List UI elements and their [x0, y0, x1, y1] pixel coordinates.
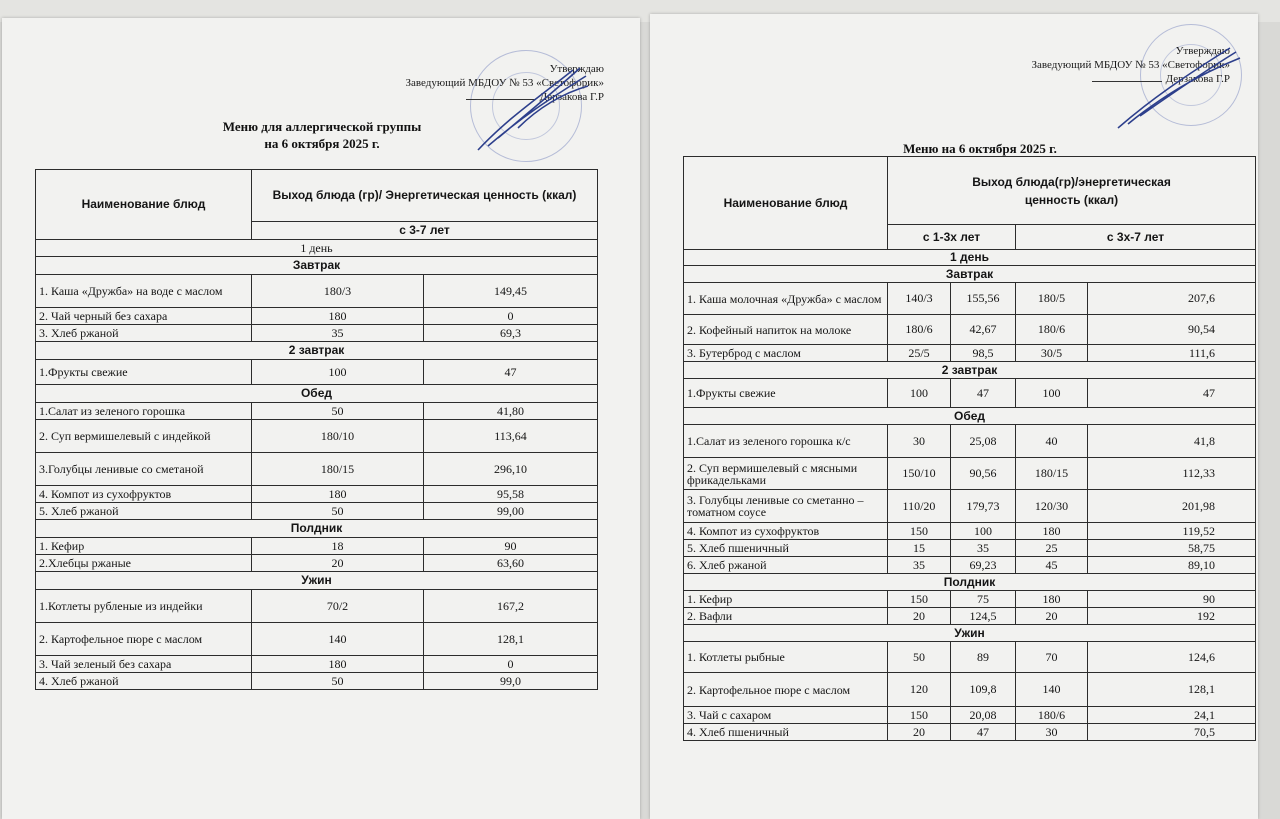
dish-name: 4. Компот из сухофруктов — [684, 523, 888, 540]
dish-kcal: 95,58 — [424, 486, 598, 503]
dish-kcal: 0 — [424, 656, 598, 673]
dish-name: 3. Чай зеленый без сахара — [36, 656, 252, 673]
dish-portion: 50 — [252, 403, 424, 420]
kcal-3-7: 89,10 — [1088, 557, 1256, 574]
table-row — [36, 503, 598, 520]
kcal-3-7: 58,75 — [1088, 540, 1256, 557]
portion-1-3: 20 — [888, 724, 951, 741]
dish-kcal: 90 — [424, 538, 598, 555]
dish-name: 2. Суп вермишелевый с мясными фрикадельками — [684, 458, 888, 490]
kcal-1-3: 35 — [951, 540, 1016, 557]
dish-name: 5. Хлеб ржаной — [36, 503, 252, 520]
portion-3-7: 180/6 — [1016, 315, 1088, 345]
table-row — [684, 523, 1256, 540]
allergy-menu-table — [35, 169, 598, 690]
table-row — [36, 623, 598, 656]
section-title-right: Ужин — [684, 625, 1256, 642]
dish-name: 3. Хлеб ржаной — [36, 325, 252, 342]
title-line-2: на 6 октября 2025 г. — [264, 136, 380, 151]
dish-name: 1. Кефир — [684, 591, 888, 608]
kcal-1-3: 42,67 — [951, 315, 1016, 345]
table-row — [684, 315, 1256, 345]
dish-kcal: 296,10 — [424, 453, 598, 486]
kcal-3-7: 24,1 — [1088, 707, 1256, 724]
dish-name: 2. Суп вермишелевый с индейкой — [36, 420, 252, 453]
table-row — [36, 275, 598, 308]
portion-1-3: 35 — [888, 557, 951, 574]
header-name-right: Наименование блюд — [684, 157, 888, 250]
day-row-right — [684, 250, 1256, 266]
table-row — [36, 673, 598, 690]
kcal-3-7: 47 — [1088, 379, 1256, 408]
table-row — [36, 555, 598, 572]
allergy-menu-sheet — [2, 18, 640, 819]
dish-name: 6. Хлеб ржаной — [684, 557, 888, 574]
dish-name: 4. Компот из сухофруктов — [36, 486, 252, 503]
dish-portion: 180/15 — [252, 453, 424, 486]
kcal-1-3: 98,5 — [951, 345, 1016, 362]
section-title: Ужин — [36, 572, 598, 590]
portion-1-3: 50 — [888, 642, 951, 673]
dish-kcal: 47 — [424, 360, 598, 385]
section-row — [36, 257, 598, 275]
kcal-3-7: 90 — [1088, 591, 1256, 608]
table-row — [684, 642, 1256, 673]
dish-name: 1.Салат из зеленого горошка — [36, 403, 252, 420]
portion-1-3: 15 — [888, 540, 951, 557]
table-row — [36, 403, 598, 420]
table-row — [684, 283, 1256, 315]
table-row — [36, 360, 598, 385]
table-row — [36, 308, 598, 325]
dish-portion: 180/10 — [252, 420, 424, 453]
kcal-1-3: 90,56 — [951, 458, 1016, 490]
dish-kcal: 113,64 — [424, 420, 598, 453]
header-output: Выход блюда (гр)/ Энергетическая ценность (ккал) — [252, 170, 598, 222]
dish-portion: 20 — [252, 555, 424, 572]
dish-portion: 35 — [252, 325, 424, 342]
section-title: 2 завтрак — [36, 342, 598, 360]
kcal-3-7: 192 — [1088, 608, 1256, 625]
portion-3-7: 70 — [1016, 642, 1088, 673]
dish-name: 3. Голубцы ленивые со сметанно –томатном соусе — [684, 490, 888, 523]
dish-name: 2. Картофельное пюре с маслом — [684, 673, 888, 707]
portion-3-7: 180 — [1016, 523, 1088, 540]
dish-portion: 50 — [252, 673, 424, 690]
table-row — [684, 673, 1256, 707]
section-row — [36, 520, 598, 538]
portion-1-3: 150 — [888, 591, 951, 608]
portion-3-7: 180/15 — [1016, 458, 1088, 490]
dish-portion: 180 — [252, 486, 424, 503]
dish-portion: 18 — [252, 538, 424, 555]
kcal-3-7: 41,8 — [1088, 425, 1256, 458]
dish-name: 2. Чай черный без сахара — [36, 308, 252, 325]
dish-portion: 100 — [252, 360, 424, 385]
dish-kcal: 0 — [424, 308, 598, 325]
portion-1-3: 20 — [888, 608, 951, 625]
kcal-1-3: 25,08 — [951, 425, 1016, 458]
dish-name: 3. Чай с сахаром — [684, 707, 888, 724]
table-row — [36, 656, 598, 673]
dish-name: 2. Кофейный напиток на молоке — [684, 315, 888, 345]
header-age: с 3-7 лет — [252, 222, 598, 240]
table-row — [36, 325, 598, 342]
dish-portion: 140 — [252, 623, 424, 656]
table-row — [36, 538, 598, 555]
portion-1-3: 150 — [888, 707, 951, 724]
portion-3-7: 180/6 — [1016, 707, 1088, 724]
dish-kcal: 99,00 — [424, 503, 598, 520]
portion-1-3: 120 — [888, 673, 951, 707]
dish-portion: 180 — [252, 308, 424, 325]
dish-name: 4. Хлеб ржаной — [36, 673, 252, 690]
dish-kcal: 63,60 — [424, 555, 598, 572]
day-label-right: 1 день — [684, 250, 1256, 266]
day-label: 1 день — [36, 240, 598, 257]
table-row — [36, 453, 598, 486]
portion-3-7: 120/30 — [1016, 490, 1088, 523]
header-row-right — [684, 157, 1256, 225]
table-row — [36, 486, 598, 503]
kcal-3-7: 90,54 — [1088, 315, 1256, 345]
approve-word-right: Утверждаю — [1175, 45, 1230, 57]
dish-portion: 50 — [252, 503, 424, 520]
section-row-right — [684, 574, 1256, 591]
portion-3-7: 45 — [1016, 557, 1088, 574]
table-row — [684, 608, 1256, 625]
kcal-3-7: 70,5 — [1088, 724, 1256, 741]
portion-1-3: 150 — [888, 523, 951, 540]
portion-1-3: 110/20 — [888, 490, 951, 523]
header-age-2: с 3х-7 лет — [1016, 225, 1256, 250]
portion-3-7: 180/5 — [1016, 283, 1088, 315]
kcal-1-3: 47 — [951, 724, 1016, 741]
portion-3-7: 20 — [1016, 608, 1088, 625]
kcal-1-3: 109,8 — [951, 673, 1016, 707]
section-title-right: Завтрак — [684, 266, 1256, 283]
dish-kcal: 149,45 — [424, 275, 598, 308]
dish-name: 1.Салат из зеленого горошка к/с — [684, 425, 888, 458]
portion-1-3: 25/5 — [888, 345, 951, 362]
table-row — [36, 590, 598, 623]
dish-name: 1.Фрукты свежие — [684, 379, 888, 408]
dish-name: 2.Хлебцы ржаные — [36, 555, 252, 572]
portion-3-7: 30/5 — [1016, 345, 1088, 362]
kcal-1-3: 20,08 — [951, 707, 1016, 724]
portion-3-7: 40 — [1016, 425, 1088, 458]
header-age-1: с 1-3х лет — [888, 225, 1016, 250]
dish-kcal: 41,80 — [424, 403, 598, 420]
header-output-right: Выход блюда(гр)/энергетическая ценность (ккал) — [888, 157, 1256, 225]
table-row — [684, 425, 1256, 458]
dish-name: 1.Фрукты свежие — [36, 360, 252, 385]
sheet-title-right: Меню на 6 октября 2025 г. — [903, 141, 1057, 156]
section-title-right: 2 завтрак — [684, 362, 1256, 379]
kcal-1-3: 89 — [951, 642, 1016, 673]
dish-portion: 180/3 — [252, 275, 424, 308]
kcal-1-3: 124,5 — [951, 608, 1016, 625]
general-menu-sheet — [650, 14, 1258, 819]
approver-name: Дерзакова Г.Р — [539, 91, 604, 103]
portion-1-3: 30 — [888, 425, 951, 458]
dish-name: 3.Голубцы ленивые со сметаной — [36, 453, 252, 486]
portion-3-7: 100 — [1016, 379, 1088, 408]
kcal-1-3: 155,56 — [951, 283, 1016, 315]
kcal-3-7: 112,33 — [1088, 458, 1256, 490]
section-title: Обед — [36, 385, 598, 403]
kcal-1-3: 179,73 — [951, 490, 1016, 523]
dish-name: 2. Картофельное пюре с маслом — [36, 623, 252, 656]
table-row — [684, 379, 1256, 408]
table-row — [684, 707, 1256, 724]
dish-kcal: 167,2 — [424, 590, 598, 623]
dish-name: 1. Каша молочная «Дружба» с маслом — [684, 283, 888, 315]
kcal-3-7: 111,6 — [1088, 345, 1256, 362]
header-row — [36, 170, 598, 222]
portion-3-7: 180 — [1016, 591, 1088, 608]
dish-kcal: 69,3 — [424, 325, 598, 342]
table-row — [684, 724, 1256, 741]
dish-name: 4. Хлеб пшеничный — [684, 724, 888, 741]
portion-1-3: 180/6 — [888, 315, 951, 345]
kcal-1-3: 100 — [951, 523, 1016, 540]
kcal-1-3: 75 — [951, 591, 1016, 608]
kcal-3-7: 119,52 — [1088, 523, 1256, 540]
table-row — [684, 345, 1256, 362]
table-row — [684, 458, 1256, 490]
section-row — [36, 342, 598, 360]
dish-name: 2. Вафли — [684, 608, 888, 625]
approver-position: Заведующий МБДОУ № 53 «Светофорик» — [405, 77, 604, 89]
table-row — [684, 557, 1256, 574]
header-name: Наименование блюд — [36, 170, 252, 240]
table-row — [36, 420, 598, 453]
dish-name: 3. Бутерброд с маслом — [684, 345, 888, 362]
section-row — [36, 572, 598, 590]
portion-1-3: 140/3 — [888, 283, 951, 315]
general-menu-table — [683, 156, 1256, 741]
portion-3-7: 140 — [1016, 673, 1088, 707]
kcal-1-3: 69,23 — [951, 557, 1016, 574]
day-row — [36, 240, 598, 257]
portion-3-7: 30 — [1016, 724, 1088, 741]
handwritten-signature-right — [1110, 38, 1250, 138]
dish-name: 1. Котлеты рыбные — [684, 642, 888, 673]
kcal-3-7: 201,98 — [1088, 490, 1256, 523]
table-row — [684, 540, 1256, 557]
table-row — [684, 490, 1256, 523]
kcal-3-7: 124,6 — [1088, 642, 1256, 673]
dish-kcal: 128,1 — [424, 623, 598, 656]
kcal-3-7: 207,6 — [1088, 283, 1256, 315]
approver-position-right: Заведующий МБДОУ № 53 «Светофорик» — [1031, 59, 1230, 71]
portion-1-3: 150/10 — [888, 458, 951, 490]
section-title: Полдник — [36, 520, 598, 538]
dish-portion: 70/2 — [252, 590, 424, 623]
section-row — [36, 385, 598, 403]
kcal-1-3: 47 — [951, 379, 1016, 408]
dish-portion: 180 — [252, 656, 424, 673]
section-row-right — [684, 266, 1256, 283]
dish-name: 1. Кефир — [36, 538, 252, 555]
dish-kcal: 99,0 — [424, 673, 598, 690]
table-row — [684, 591, 1256, 608]
section-title-right: Обед — [684, 408, 1256, 425]
dish-name: 5. Хлеб пшеничный — [684, 540, 888, 557]
section-title: Завтрак — [36, 257, 598, 275]
portion-1-3: 100 — [888, 379, 951, 408]
approve-word: Утверждаю — [549, 63, 604, 75]
title-line-1: Меню для аллергической группы — [222, 119, 422, 134]
approver-name-right: Дерзакова Г.Р — [1165, 73, 1230, 85]
section-row-right — [684, 362, 1256, 379]
section-row-right — [684, 625, 1256, 642]
dish-name: 1. Каша «Дружба» на воде с маслом — [36, 275, 252, 308]
kcal-3-7: 128,1 — [1088, 673, 1256, 707]
sheet-title — [152, 118, 492, 152]
portion-3-7: 25 — [1016, 540, 1088, 557]
dish-name: 1.Котлеты рубленые из индейки — [36, 590, 252, 623]
section-title-right: Полдник — [684, 574, 1256, 591]
section-row-right — [684, 408, 1256, 425]
